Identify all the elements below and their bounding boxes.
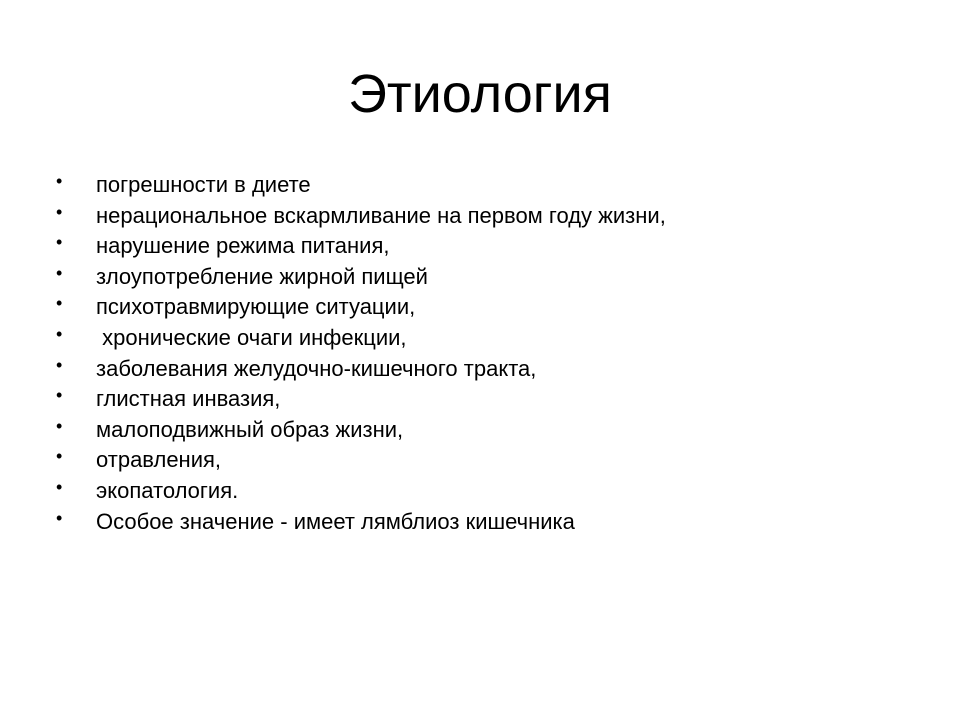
list-item-text: глистная инвазия, — [96, 386, 281, 412]
list-item-text: Особое значение - имеет лямблиоз кишечника — [96, 508, 575, 534]
list-item — [56, 323, 916, 354]
list-item-text: психотравмирующие ситуации, — [96, 294, 416, 320]
bullet-icon: • — [56, 201, 63, 222]
list-item — [56, 415, 916, 446]
list-item — [56, 231, 916, 262]
list-item-text: малоподвижный образ жизни, — [96, 416, 404, 442]
list-item-text: отравления, — [96, 447, 222, 473]
list-item — [56, 476, 916, 507]
list-item-text: нерациональное вскармливание на первом году жизни, — [96, 202, 666, 228]
bullet-icon: • — [56, 171, 63, 191]
slide-title: Этиология — [348, 64, 612, 124]
list-item-text: заболевания желудочно-кишечного тракта, — [96, 355, 537, 381]
bullet-icon: • — [56, 354, 63, 375]
bullet-icon: • — [56, 262, 63, 283]
list-item — [56, 201, 916, 232]
bullet-icon: • — [56, 507, 63, 528]
list-item — [56, 170, 916, 201]
list-item — [56, 445, 916, 476]
bullet-list — [56, 170, 916, 537]
list-item — [56, 507, 916, 538]
bullet-icon: • — [56, 415, 63, 436]
bullet-icon: • — [56, 232, 63, 253]
bullet-icon: • — [56, 476, 63, 497]
list-item-text: погрешности в диете — [96, 172, 311, 197]
bullet-icon: • — [56, 385, 63, 406]
list-item — [56, 262, 916, 293]
bullet-icon: • — [56, 293, 63, 314]
list-item-text: нарушение режима питания, — [96, 233, 390, 259]
list-item — [56, 354, 916, 385]
list-item — [56, 384, 916, 415]
list-item-text: злоупотребление жирной пищей — [96, 263, 428, 289]
list-item-text: экопатология. — [96, 477, 239, 503]
list-item-text: хронические очаги инфекции, — [96, 324, 407, 350]
bullet-icon: • — [56, 323, 63, 344]
list-item — [56, 292, 916, 323]
bullet-icon: • — [56, 446, 63, 467]
